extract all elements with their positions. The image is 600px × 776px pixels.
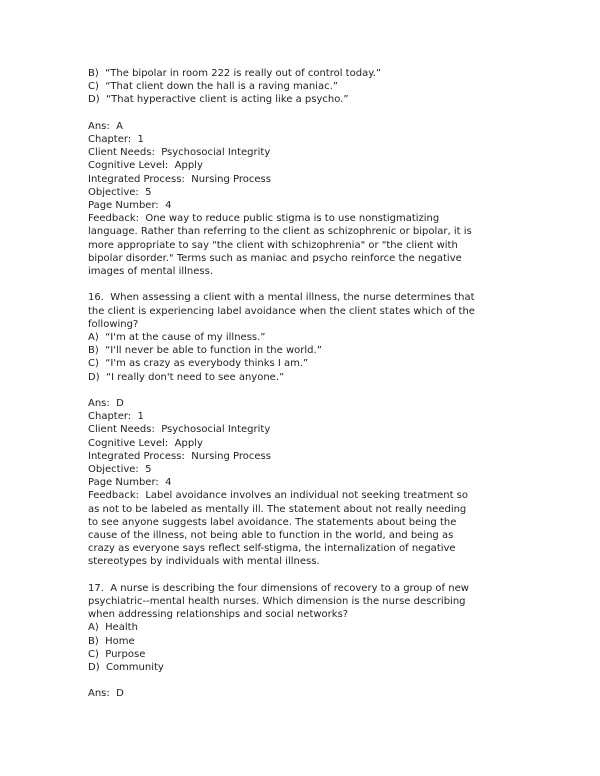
page-number-line: Page Number: 4 [88,200,172,212]
cognitive-level-line: Cognitive Level: Apply [88,437,203,449]
integrated-process-line: Integrated Process: Nursing Process [88,450,271,462]
client-needs-line: Client Needs: Psychosocial Integrity [88,424,271,436]
option-line-c: C) Purpose [88,648,146,660]
option-line-c: C) “That client down the hall is a raving maniac.” [88,81,338,93]
integrated-process-line: Integrated Process: Nursing Process [88,173,271,185]
option-line-b: B) “I'll never be able to function in the world.” [88,345,322,357]
feedback-continuation-line: to see anyone suggests label avoidance. The statements about being the [88,516,457,528]
question-stem-line: psychiatric--mental health nurses. Which dimension is the nurse describing [88,596,466,608]
question-17-answer-block [88,687,558,700]
question-stem-line: 17. A nurse is describing the four dimensions of recovery to a group of new [88,582,469,594]
feedback-continuation-line: bipolar disorder." Terms such as maniac and psycho reinforce the negative [88,252,462,264]
question-stem-line: the client is experiencing label avoidance when the client states which of the [88,305,475,317]
option-line-a: A) Health [88,622,138,634]
objective-line: Objective: 5 [88,186,152,198]
page-number-line: Page Number: 4 [88,477,172,489]
question-stem-line: following? [88,318,139,330]
answer-line: Ans: D [88,398,124,410]
answer-line: Ans: A [88,120,123,132]
cognitive-level-line: Cognitive Level: Apply [88,160,203,172]
chapter-line: Chapter: 1 [88,411,144,423]
feedback-continuation-line: as not to be labeled as mentally ill. The statement about not really needing [88,503,467,515]
question-stem-line: when addressing relationships and social networks? [88,609,349,621]
feedback-continuation-line: stereotypes by individuals with mental illness. [88,556,320,568]
option-line-d: D) Community [88,662,164,674]
question-15-answer-key-block [88,120,558,278]
feedback-continuation-line: language. Rather than referring to the client as schizophrenic or bipolar, it is [88,226,472,238]
option-line-d: D) “I really don't need to see anyone.” [88,371,285,383]
feedback-continuation-line: crazy as everyone says reflect self-stigma, the internalization of negative [88,543,456,555]
option-line-a: A) “I'm at the cause of my illness.” [88,332,266,344]
question-16-answer-key-block [88,397,558,569]
question-17-block [88,582,558,674]
client-needs-line: Client Needs: Psychosocial Integrity [88,147,271,159]
option-line-b: B) Home [88,635,135,647]
option-line-c: C) “I'm as crazy as everybody thinks I am.” [88,358,309,370]
feedback-line: Feedback: Label avoidance involves an individual not seeking treatment so [88,490,469,502]
chapter-line: Chapter: 1 [88,134,144,145]
question-15-options-block [88,67,558,107]
option-line-d: D) “That hyperactive client is acting like a psycho.” [88,94,349,106]
document-text-body [88,67,558,701]
answer-line: Ans: D [88,688,124,700]
question-stem-line: 16. When assessing a client with a mental illness, the nurse determines that [88,292,475,304]
feedback-line: Feedback: One way to reduce public stigma is to use nonstigmatizing [88,213,440,225]
objective-line: Objective: 5 [88,464,152,476]
option-line-b: B) “The bipolar in room 222 is really out of control today.” [88,68,382,79]
question-16-block [88,291,558,383]
feedback-continuation-line: images of mental illness. [88,266,214,278]
feedback-continuation-line: more appropriate to say "the client with schizophrenia" or "the client with [88,239,458,251]
feedback-continuation-line: cause of the illness, not being able to function in the world, and being as [88,530,454,542]
